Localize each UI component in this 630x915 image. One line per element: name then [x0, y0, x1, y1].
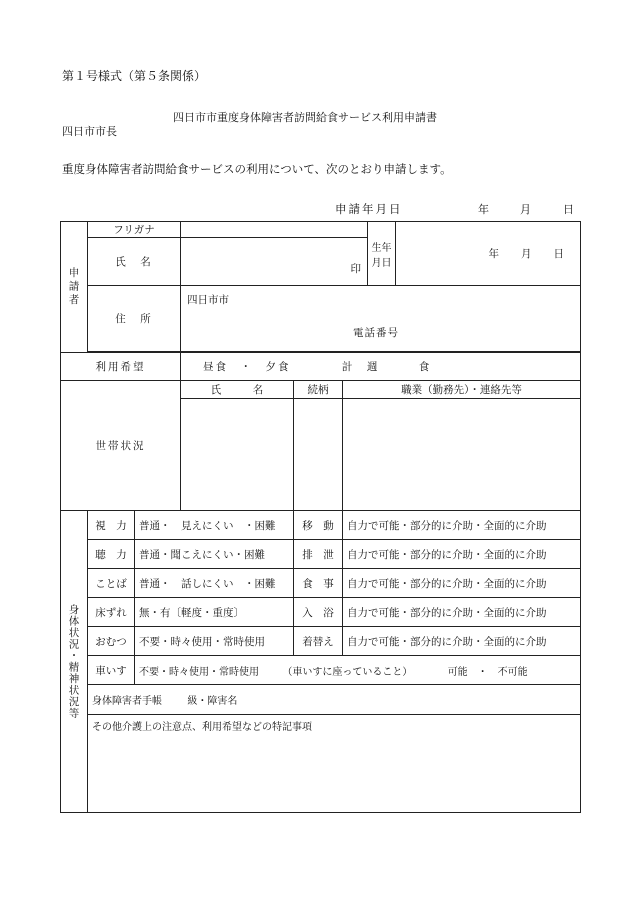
row-3-label2: 入 浴: [294, 598, 343, 627]
meal-unit: 食: [418, 361, 430, 373]
wheelchair-field[interactable]: [135, 656, 581, 685]
row-2-label2: 食 事: [294, 569, 343, 598]
form-number: 第１号様式（第５条関係）: [62, 69, 207, 83]
name-label: 氏 名: [88, 238, 181, 286]
household-relation-field[interactable]: [294, 399, 343, 511]
birth-year: 年: [488, 248, 500, 260]
row-0-label2: 移 動: [294, 511, 343, 540]
row-2-label: ことば: [88, 569, 135, 598]
household-name-field[interactable]: [181, 399, 294, 511]
wheelchair-options: 不要・時々使用・常時使用: [139, 666, 259, 678]
birthdate-label: 生年月日: [368, 222, 396, 286]
household-col-name: 氏 名: [181, 381, 294, 399]
applicant-section-label: 申請者: [61, 222, 88, 353]
household-col-job: 職業（勤務先）・連絡先等: [343, 381, 581, 399]
address-label: 住 所: [88, 286, 181, 352]
handbook-value: 級・障害名: [187, 696, 238, 707]
furigana-field[interactable]: [181, 222, 368, 238]
handbook-field[interactable]: [88, 685, 581, 715]
birth-day: 日: [553, 248, 565, 260]
row-1-label: 聴 力: [88, 540, 135, 569]
seal-mark: 印: [350, 263, 362, 275]
application-year: 年: [478, 203, 489, 216]
meal-field[interactable]: [181, 353, 581, 381]
addressee: 四日市市長: [62, 125, 117, 138]
row-3-label: 床ずれ: [88, 598, 135, 627]
remarks-field[interactable]: [88, 715, 581, 813]
row-2-options[interactable]: 普通・ 話しにくい ・困難: [135, 569, 294, 598]
household-col-relation: 続柄: [294, 381, 343, 399]
intro-text: 重度身体障害者訪問給食サービスの利用について、次のとおり申請します。: [62, 162, 452, 176]
row-0-options2[interactable]: 自力で可能・部分的に介助・全面的に介助: [343, 511, 581, 540]
phone-label: 電話番号: [353, 327, 400, 339]
row-3-options2[interactable]: 自力で可能・部分的に介助・全面的に介助: [343, 598, 581, 627]
handbook-label: 身体障害者手帳: [92, 696, 162, 707]
row-1-options2[interactable]: 自力で可能・部分的に介助・全面的に介助: [343, 540, 581, 569]
meal-options: 昼食 ・ 夕食: [203, 361, 291, 373]
row-4-label: おむつ: [88, 627, 135, 656]
address-value: 四日市市: [187, 294, 230, 306]
row-1-label2: 排 泄: [294, 540, 343, 569]
row-0-label: 視 力: [88, 511, 135, 540]
wheelchair-ability: 可能 ・ 不可能: [447, 666, 528, 678]
birthdate-field[interactable]: [396, 222, 581, 286]
application-form-table: [60, 221, 581, 813]
household-job-field[interactable]: [343, 399, 581, 511]
row-3-options[interactable]: 無・有〔軽度・重度〕: [135, 598, 294, 627]
row-0-options[interactable]: 普通・ 見えにくい ・困難: [135, 511, 294, 540]
form-title: 四日市市重度身体障害者訪問給食サービス利用申請書: [173, 111, 437, 124]
household-label: 世帯状況: [61, 381, 181, 511]
wheelchair-label: 車いす: [88, 656, 135, 685]
meal-label: 利用希望: [61, 353, 181, 381]
row-2-options2[interactable]: 自力で可能・部分的に介助・全面的に介助: [343, 569, 581, 598]
name-field[interactable]: [181, 238, 368, 286]
application-month: 月: [520, 203, 531, 216]
wheelchair-note: （車いすに座っていること）: [282, 666, 413, 678]
row-4-options2[interactable]: 自力で可能・部分的に介助・全面的に介助: [343, 627, 581, 656]
address-field[interactable]: [181, 286, 581, 352]
row-4-options[interactable]: 不要・時々使用・常時使用: [135, 627, 294, 656]
furigana-label: フリガナ: [88, 222, 181, 238]
row-1-options[interactable]: 普通・聞こえにくい・困難: [135, 540, 294, 569]
application-day: 日: [563, 203, 574, 216]
application-date-label: 申請年月日: [335, 202, 403, 216]
condition-section-label: 身体状況・精神状況等: [61, 511, 88, 813]
remarks-label: その他介護上の注意点、利用希望などの特記事項: [92, 722, 312, 733]
birth-month: 月: [521, 248, 532, 260]
meal-total: 計 週: [341, 361, 380, 373]
row-4-label2: 着替え: [294, 627, 343, 656]
